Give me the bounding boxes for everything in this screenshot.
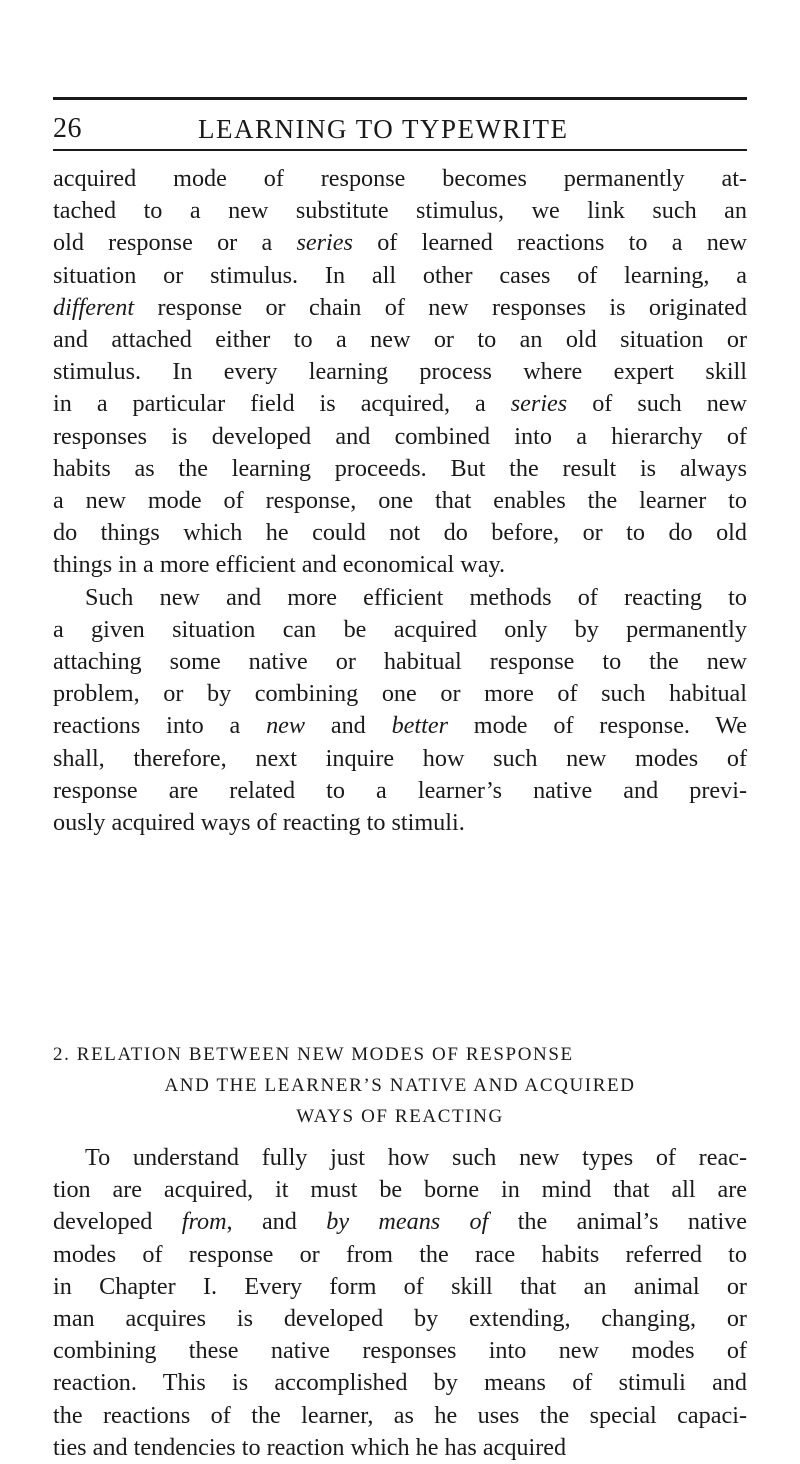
text-line: problem, or by combining one or more of such habitual: [53, 680, 747, 708]
emphasis: new: [266, 712, 306, 740]
text-line: old response or a series of learned reactions to a new: [53, 229, 747, 257]
text-line: in a particular field is acquired, a series of such new: [53, 390, 748, 418]
text-line: things in a more efficient and economical way.: [53, 551, 506, 579]
body-text-lower: [53, 1142, 747, 1464]
emphasis: better: [391, 712, 448, 740]
emphasis: by means of: [326, 1208, 489, 1236]
text-line: do things which he could not do before, or to do old: [53, 519, 747, 547]
page-header: [53, 112, 747, 148]
header-rule-bottom: [53, 149, 747, 151]
text-line: in Chapter I. Every form of skill that an animal or: [53, 1272, 747, 1300]
running-head: LEARNING TO TYPEWRITE: [198, 114, 569, 144]
emphasis: from: [181, 1208, 227, 1236]
page-number: 26: [53, 113, 82, 144]
text-line: response are related to a learner’s native and previ-: [53, 776, 747, 804]
text-line: habits as the learning proceeds. But the result is always: [53, 454, 747, 482]
text-line: a new mode of response, one that enables the learner to: [53, 487, 747, 515]
section-heading: [53, 1039, 747, 1132]
text-line: tached to a new substitute stimulus, we link such an: [53, 197, 747, 225]
body-text-upper: [53, 163, 747, 839]
text-line: ties and tendencies to reaction which he has acquired: [53, 1433, 567, 1461]
text-line: the reactions of the learner, as he uses the special capaci-: [53, 1401, 747, 1429]
text-line: ously acquired ways of reacting to stimuli.: [53, 809, 465, 837]
section-heading-line: 2. RELATION BETWEEN NEW MODES OF RESPONSE: [53, 1044, 574, 1065]
emphasis: series: [510, 390, 568, 418]
text-line: developed from, and by means of the animal’s native: [53, 1208, 747, 1236]
header-rule-top: [53, 97, 747, 100]
text-line: acquired mode of response becomes permanently at-: [53, 165, 747, 192]
text-line: shall, therefore, next inquire how such new modes of: [53, 744, 747, 772]
text-line: and attached either to a new or to an old situation or: [53, 326, 747, 354]
text-line: reactions into a new and better mode of response. We: [53, 712, 747, 740]
text-line: To understand fully just how such new types of reac-: [85, 1144, 747, 1171]
text-line: a given situation can be acquired only by permanently: [53, 615, 747, 643]
text-line: situation or stimulus. In all other cases of learning, a: [53, 261, 747, 289]
emphasis: different: [53, 293, 135, 321]
text-line: stimulus. In every learning process where expert skill: [53, 358, 747, 386]
text-line: modes of response or from the race habits referred to: [53, 1240, 747, 1268]
text-line: attaching some native or habitual response to the new: [53, 648, 747, 676]
section-heading-line: WAYS OF REACTING: [296, 1106, 504, 1127]
section-heading-line: AND THE LEARNER’S NATIVE AND ACQUIRED: [164, 1075, 636, 1096]
text-line: man acquires is developed by extending, changing, or: [53, 1305, 747, 1333]
text-line: combining these native responses into new modes of: [53, 1337, 747, 1365]
text-line: tion are acquired, it must be borne in mind that all are: [53, 1176, 747, 1204]
text-line: Such new and more efficient methods of reacting to: [85, 583, 747, 611]
text-line: different response or chain of new responses is originated: [53, 293, 747, 321]
text-line: reaction. This is accomplished by means of stimuli and: [53, 1369, 747, 1397]
emphasis: series: [296, 229, 353, 257]
text-line: responses is developed and combined into a hierarchy of: [53, 422, 747, 450]
